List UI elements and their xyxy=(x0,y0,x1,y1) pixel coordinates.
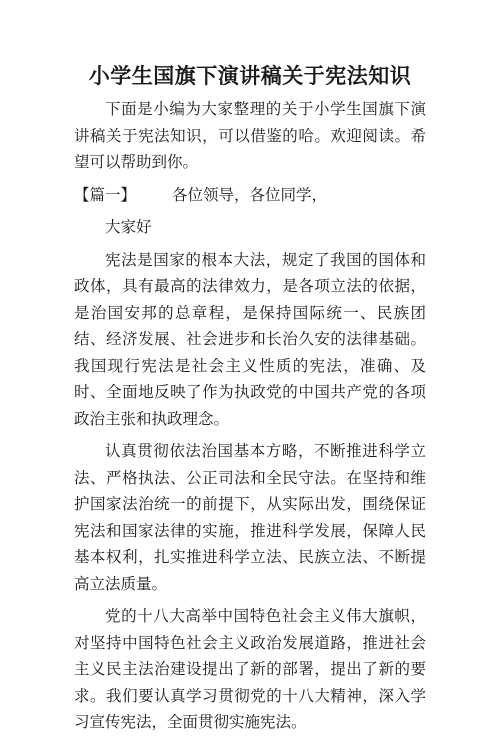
section-label: 【篇一】 xyxy=(74,185,137,204)
section-heading-line xyxy=(74,182,426,209)
body-paragraph-2: 认真贯彻依法治国基本方略，不断推进科学立法、严格执法、公正司法和全民守法。在坚持和维护国家法治统一的前提下，从实际出发，围绕保证宪法和国家法律的实施，推进科学发展，保障人民基本权利，扎实推进科学立法、民族立法、不断提高立法质量。 xyxy=(74,442,426,593)
salutation: 各位领导，各位同学， xyxy=(172,185,328,204)
document-title: 小学生国旗下演讲稿关于宪法知识 xyxy=(88,63,412,88)
body-paragraph-1: 宪法是国家的根本大法，规定了我国的国体和政体，具有最高的法律效力，是各项立法的依据，是治国安邦的总章程，是保持国际统一、民族团结、经济发展、社会进步和长治久安的法律基础。我国现行宪法是社会主义性质的宪法，准确、及时、全面地反映了作为执政党的中国共产党的各项政治主张和执政理念。 xyxy=(74,250,426,428)
greeting: 大家好 xyxy=(105,218,152,236)
document-body xyxy=(74,96,426,736)
intro-paragraph: 下面是小编为大家整理的关于小学生国旗下演讲稿关于宪法知识，可以借鉴的哈。欢迎阅读。希望可以帮助到你。 xyxy=(74,100,426,171)
body-paragraph-3: 党的十八大高举中国特色社会主义伟大旗帜，对坚持中国特色社会主义政治发展道路，推进社会主义民主法治建设提出了新的部署，提出了新的要求。我们要认真学习贯彻党的十八大精神，深入学习宣传宪法，全面贯彻实施宪法。 xyxy=(74,607,426,731)
